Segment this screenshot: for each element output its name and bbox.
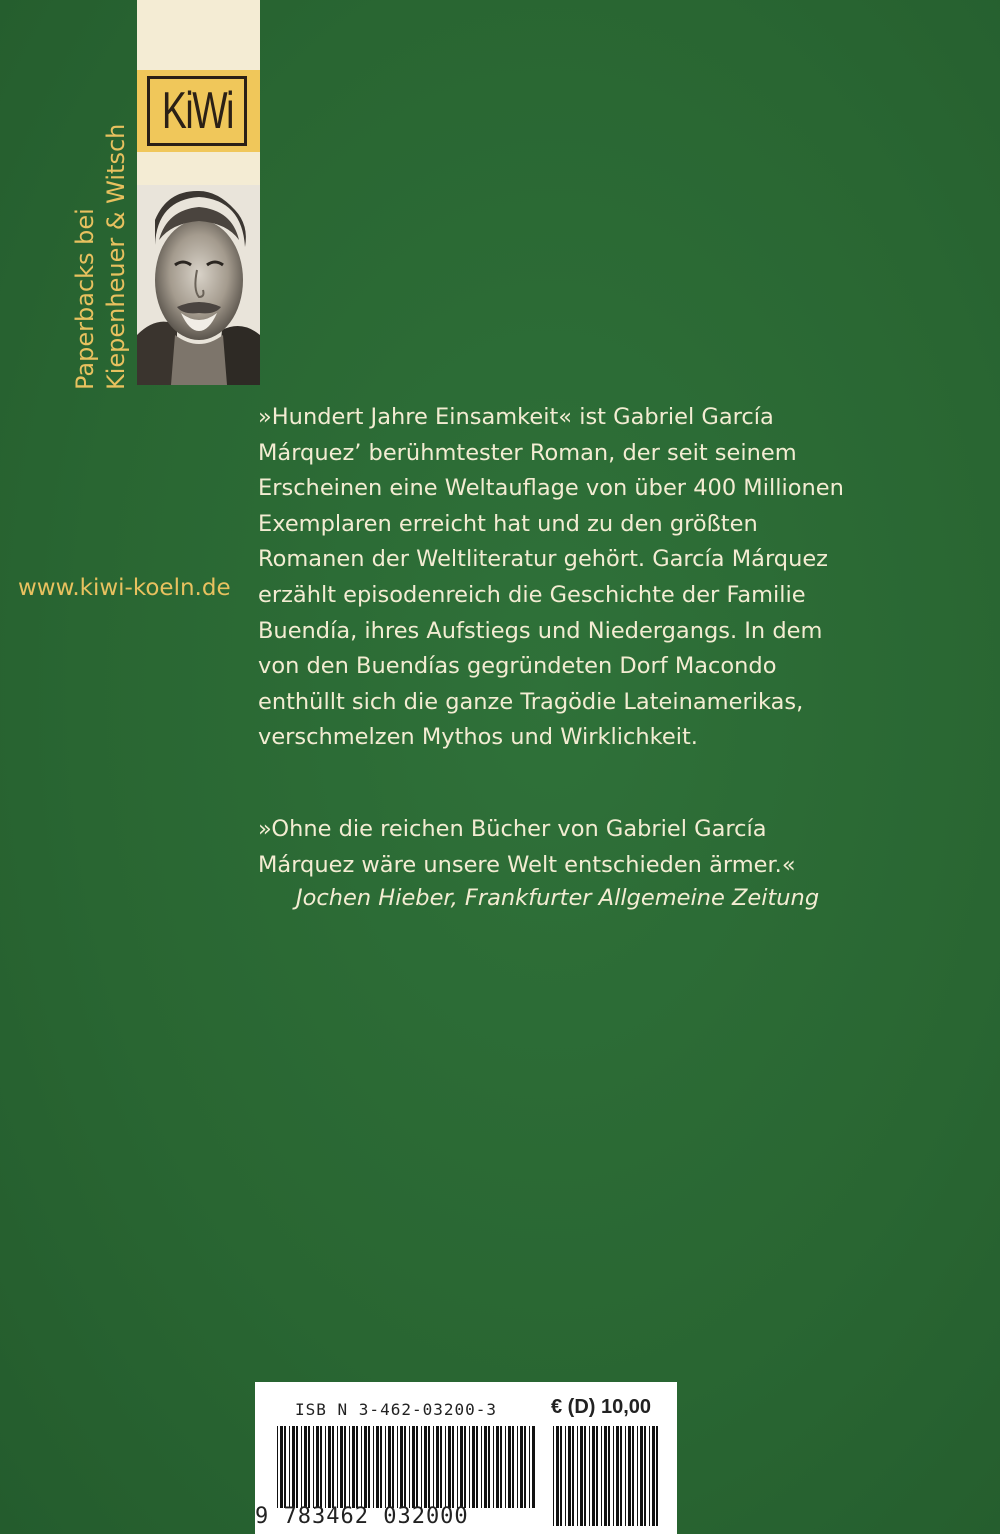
barcode-bar — [328, 1426, 331, 1508]
barcode-bar — [316, 1426, 319, 1508]
barcode-bar — [584, 1426, 586, 1526]
quote-attribution: Jochen Hieber, Frankfurter Allgemeine Zeitung — [296, 885, 820, 911]
blurb-line: »Hundert Jahre Einsamkeit« ist Gabriel García — [258, 404, 774, 430]
barcode-bar — [361, 1426, 362, 1508]
barcode-bar — [640, 1426, 643, 1526]
barcode-bar — [592, 1426, 595, 1526]
barcode-bar — [496, 1426, 499, 1508]
blurb-line: Exemplaren erreicht hat und zu den größten — [258, 510, 758, 537]
barcode-bar — [460, 1426, 463, 1508]
barcode-bar — [604, 1426, 607, 1526]
barcode-bar — [349, 1426, 350, 1508]
barcode-bar — [625, 1426, 626, 1526]
barcode-bar — [532, 1426, 535, 1508]
barcode-bar — [481, 1426, 482, 1508]
barcode-bar — [448, 1426, 451, 1508]
barcode-bar — [280, 1426, 283, 1508]
barcode-bar — [457, 1426, 458, 1508]
barcode-bar — [452, 1426, 454, 1508]
barcode-bar — [616, 1426, 619, 1526]
quote-line: Márquez wäre unsere Welt entschieden ärmer.« — [258, 851, 796, 878]
barcode-bar — [628, 1426, 631, 1526]
barcode-bar — [373, 1426, 374, 1508]
publisher-logo — [137, 70, 260, 152]
barcode-bar — [608, 1426, 610, 1526]
blurb-line: Márquez’ berühmtester Roman, der seit seinem — [258, 439, 797, 466]
barcode-bar — [325, 1426, 326, 1508]
barcode-bar — [397, 1426, 398, 1508]
barcode-bar — [637, 1426, 638, 1526]
series-label — [70, 124, 132, 390]
logo-frame — [147, 76, 247, 146]
isbn-label: ISB N 3-462-03200-3 — [295, 1400, 498, 1419]
barcode-bar — [644, 1426, 646, 1526]
barcode-bar — [340, 1426, 343, 1508]
barcode-bar — [476, 1426, 478, 1508]
blurb-line: erzählt episodenreich die Geschichte der Familie — [258, 581, 806, 608]
series-line-1: Paperbacks bei — [71, 208, 99, 390]
quote-line: »Ohne die reichen Bücher von Gabriel García — [258, 816, 767, 842]
author-portrait — [137, 185, 260, 385]
barcode-bar — [289, 1426, 290, 1508]
barcode-bar — [320, 1426, 322, 1508]
barcode-bar — [277, 1426, 278, 1508]
barcode-bar — [440, 1426, 442, 1508]
blurb-line: verschmelzen Mythos und Wirklichkeit. — [258, 724, 698, 751]
blurb-line: enthüllt sich die ganze Tragödie Lateinamerikas, — [258, 688, 804, 715]
publisher-website: www.kiwi-koeln.de — [18, 575, 231, 601]
logo-text: KiWi — [161, 82, 233, 140]
barcode-bar — [656, 1426, 658, 1526]
barcode-bar — [313, 1426, 314, 1508]
barcode-bar — [572, 1426, 574, 1526]
barcode-bar — [529, 1426, 530, 1508]
barcode-bar — [601, 1426, 602, 1526]
barcode-bar — [296, 1426, 298, 1508]
blurb-text — [258, 400, 878, 756]
barcode-bar — [445, 1426, 446, 1508]
barcode-bar — [469, 1426, 470, 1508]
barcode-bar — [512, 1426, 514, 1508]
ean-digits: 9 783462 032000 — [255, 1504, 469, 1529]
series-line-2: Kiepenheuer & Witsch — [102, 123, 130, 390]
barcode-bar — [337, 1426, 338, 1508]
barcode-panel — [255, 1382, 677, 1534]
barcode-bar — [517, 1426, 518, 1508]
barcode-bar — [416, 1426, 418, 1508]
barcode-bar — [553, 1426, 554, 1526]
barcode-bar — [428, 1426, 430, 1508]
barcode-bar — [332, 1426, 334, 1508]
barcode-bar — [284, 1426, 286, 1508]
barcode-bar — [632, 1426, 634, 1526]
barcode-bar — [580, 1426, 583, 1526]
review-quote — [258, 812, 878, 883]
barcode-bar — [649, 1426, 650, 1526]
barcode-main — [275, 1426, 537, 1508]
barcode-bar — [568, 1426, 571, 1526]
barcode-bar — [596, 1426, 598, 1526]
barcode-bar — [352, 1426, 355, 1508]
barcode-bar — [488, 1426, 490, 1508]
barcode-bar — [421, 1426, 422, 1508]
barcode-bar — [400, 1426, 403, 1508]
barcode-bar — [424, 1426, 427, 1508]
barcode-bar — [613, 1426, 614, 1526]
barcode-bar — [565, 1426, 566, 1526]
barcode-bar — [464, 1426, 466, 1508]
barcode-bar — [493, 1426, 494, 1508]
barcode-bar — [380, 1426, 382, 1508]
barcode-bar — [292, 1426, 295, 1508]
barcode-bar — [412, 1426, 415, 1508]
barcode-bar — [436, 1426, 439, 1508]
barcode-bar — [652, 1426, 655, 1526]
barcode-bar — [560, 1426, 562, 1526]
barcode-bar — [404, 1426, 406, 1508]
barcode-bar — [472, 1426, 475, 1508]
barcode-bar — [364, 1426, 367, 1508]
barcode-bar — [409, 1426, 410, 1508]
blurb-line: Erscheinen eine Weltauflage von über 400 Millionen — [258, 475, 844, 502]
barcode-bar — [505, 1426, 506, 1508]
blurb-line: Buendía, ihres Aufstiegs und Niedergangs. In dem — [258, 617, 823, 644]
blurb-line: von den Buendías gegründeten Dorf Macondo — [258, 653, 777, 680]
barcode-bar — [620, 1426, 622, 1526]
barcode-bar — [484, 1426, 487, 1508]
barcode-bar — [356, 1426, 358, 1508]
barcode-bar — [376, 1426, 379, 1508]
portrait-image — [137, 185, 260, 385]
barcode-bar — [344, 1426, 346, 1508]
barcode-bar — [589, 1426, 590, 1526]
barcode-bar — [577, 1426, 578, 1526]
barcode-bar — [308, 1426, 310, 1508]
barcode-bar — [388, 1426, 391, 1508]
barcode-addon — [551, 1426, 661, 1526]
barcode-bar — [304, 1426, 307, 1508]
barcode-bar — [368, 1426, 370, 1508]
barcode-bar — [301, 1426, 302, 1508]
barcode-bar — [500, 1426, 502, 1508]
price-label: € (D) 10,00 — [551, 1396, 652, 1418]
barcode-bar — [433, 1426, 434, 1508]
barcode-bar — [392, 1426, 394, 1508]
barcode-bar — [508, 1426, 511, 1508]
barcode-bar — [524, 1426, 526, 1508]
barcode-bar — [520, 1426, 523, 1508]
barcode-bar — [385, 1426, 386, 1508]
blurb-line: Romanen der Weltliteratur gehört. García Márquez — [258, 546, 828, 573]
barcode-bar — [556, 1426, 559, 1526]
